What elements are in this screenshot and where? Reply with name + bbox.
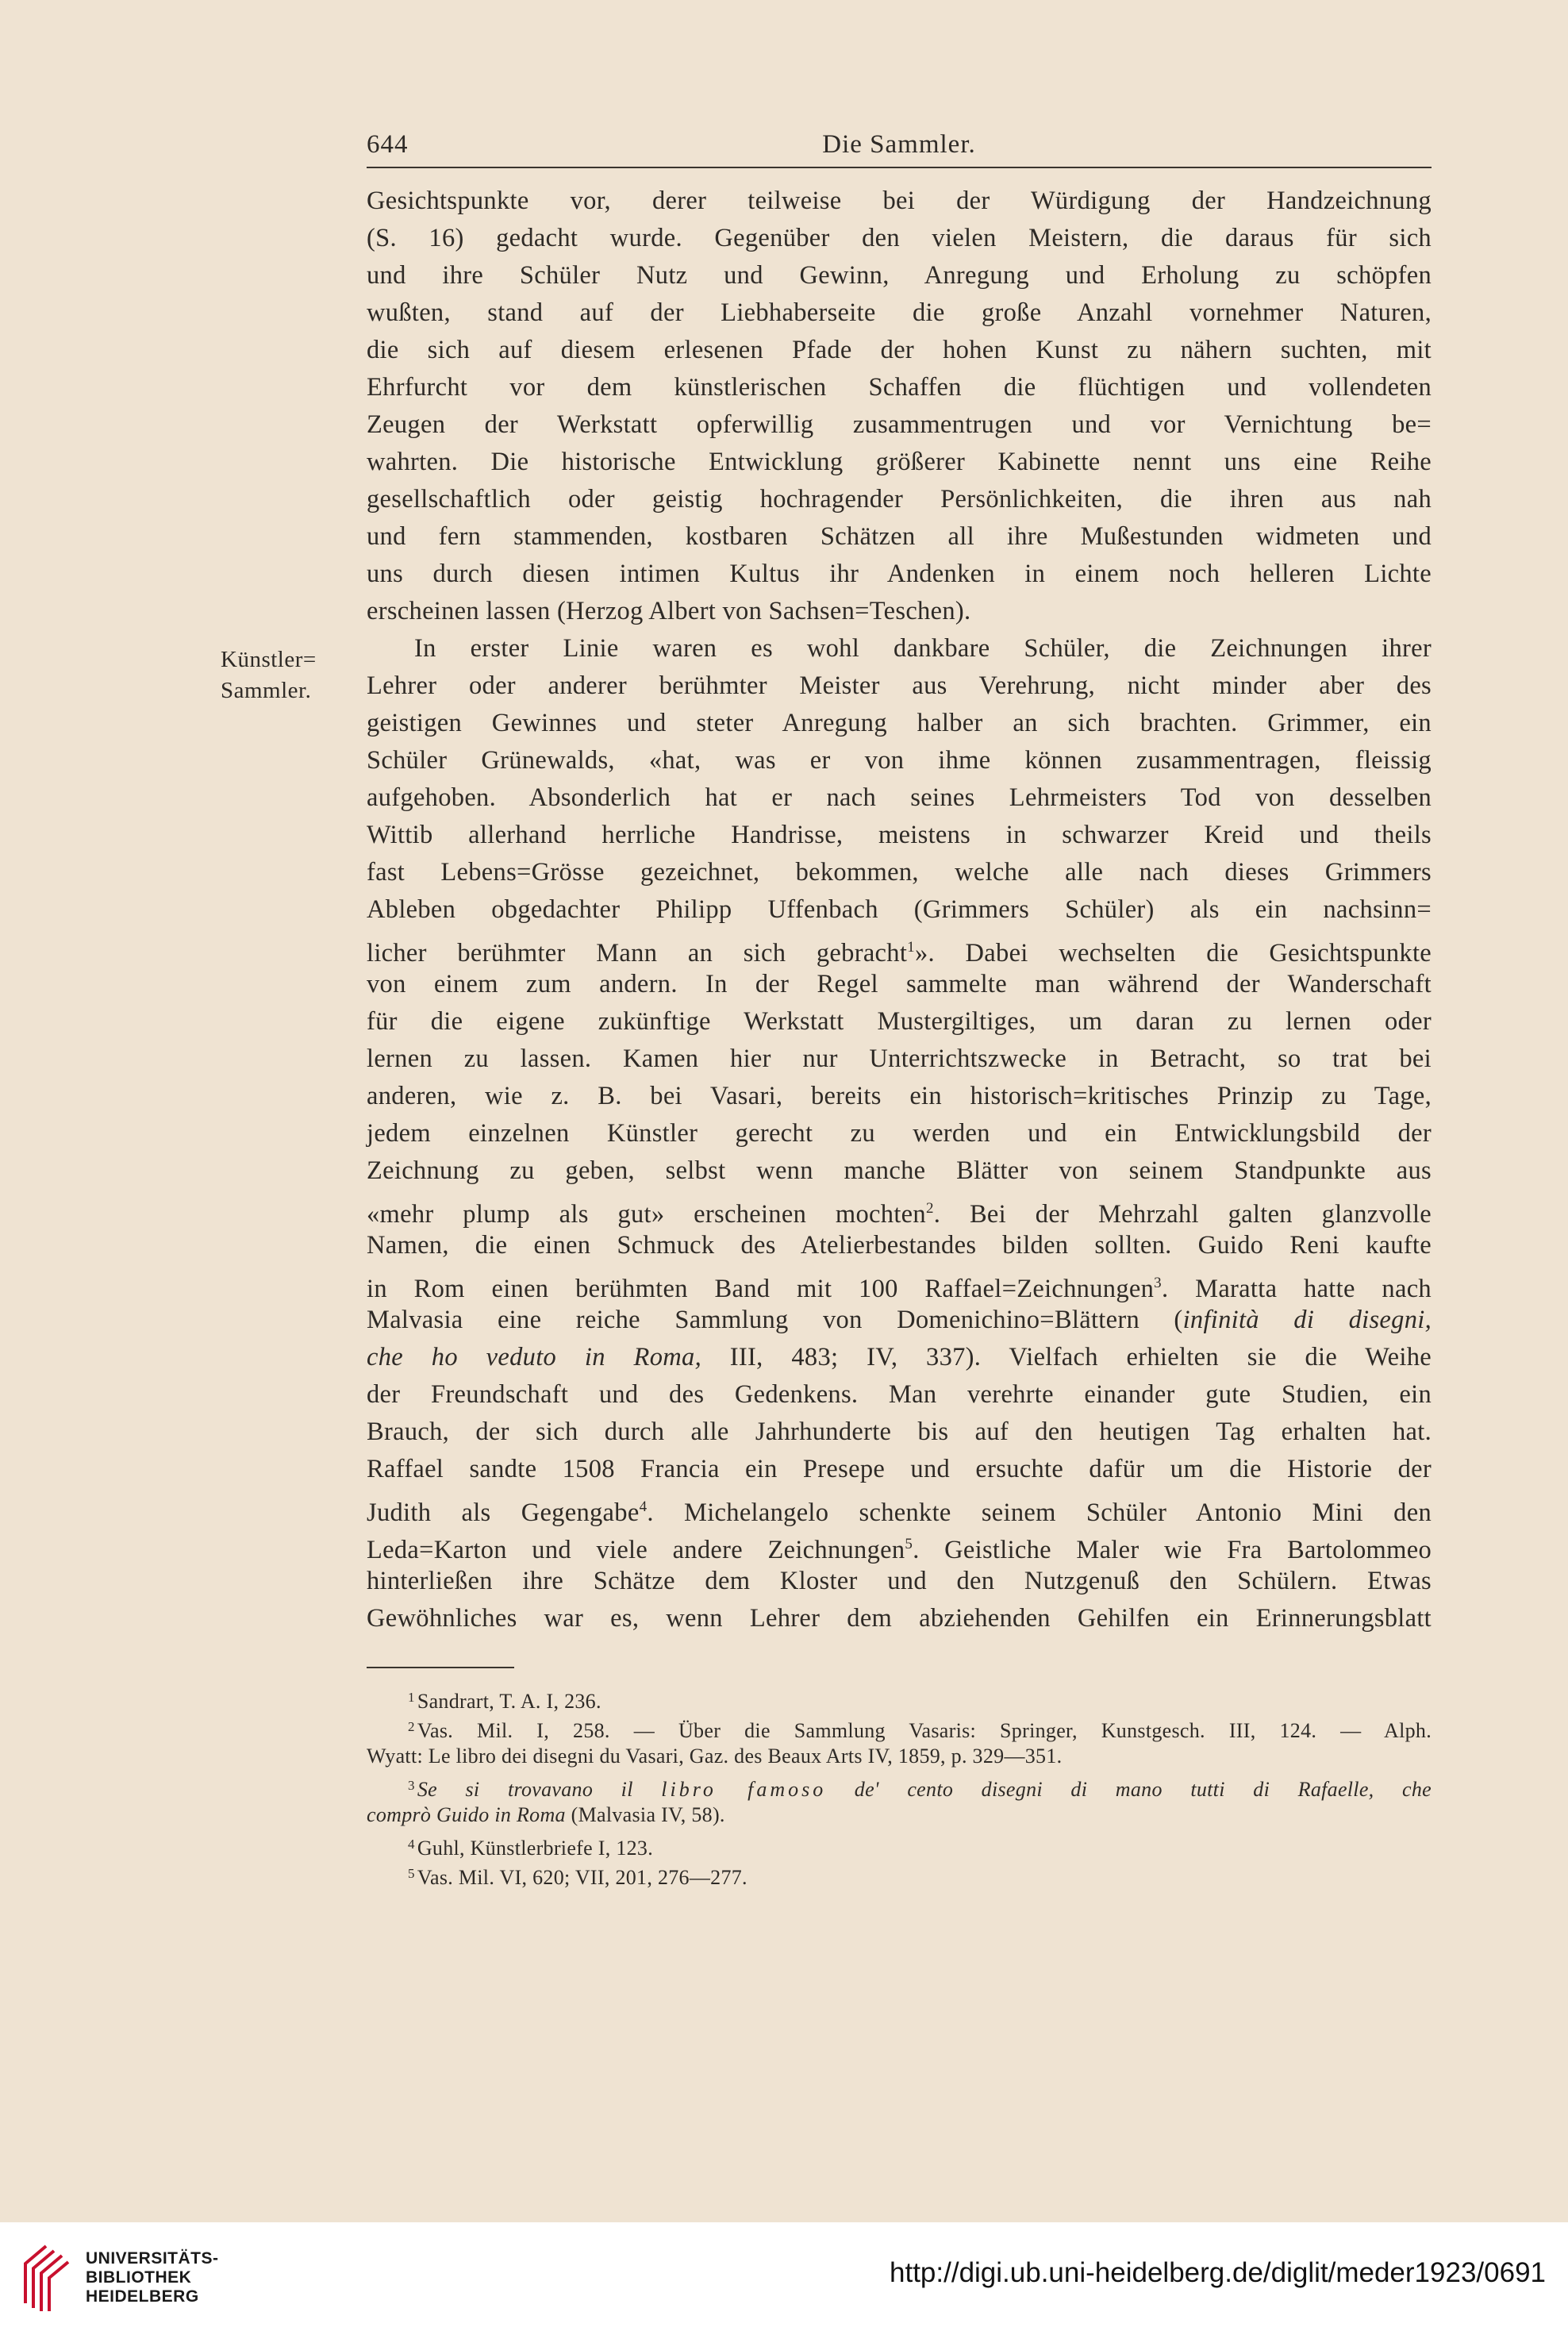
text-line: licher berühmter Mann an sich gebracht$^1$». Dabei wechselten die Gesichtspunkte <box>367 938 1432 967</box>
text-line: Gewöhnliches war es, wenn Lehrer dem abziehenden Gehilfen ein Erinnerungsblatt <box>367 1604 1432 1633</box>
text-line: in Rom einen berühmten Band mit 100 Raffael=Zeichnungen$^3$. Maratta hatte nach <box>367 1274 1432 1303</box>
running-title: Die Sammler. <box>822 130 976 159</box>
text-line: Leda=Karton und viele andere Zeichnungen$^5$. Geistliche Maler wie Fra Bartolommeo <box>367 1535 1432 1564</box>
footnote-continuation: comprò Guido in Roma (Malvasia IV, 58). <box>367 1803 725 1826</box>
page-number: 644 <box>367 130 409 159</box>
footnote: $^2$ Vas. Mil. I, 258. — Über die Sammlung Vasaris: Springer, Kunstgesch. III, 124. — Alph. <box>408 1719 1432 1742</box>
text-line: Ableben obgedachter Philipp Uffenbach (Grimmers Schüler) als ein nachsinn= <box>367 895 1432 924</box>
footnote-divider <box>367 1667 514 1668</box>
text-line: geistigen Gewinnes und steter Anregung halber an sich brachten. Grimmer, ein <box>367 709 1432 737</box>
text-line: Lehrer oder anderer berühmter Meister aus Verehrung, nicht minder aber des <box>367 671 1432 700</box>
digitization-footer <box>0 2222 1568 2335</box>
text-line: Malvasia eine reiche Sammlung von Domenichino=Blättern (infinità di disegni, <box>367 1306 1432 1334</box>
university-library-logo-icon <box>19 2240 71 2313</box>
text-line: Schüler Grünewalds, «hat, was er von ihme können zusammentragen, fleissig <box>367 746 1432 775</box>
text-line: Judith als Gegengabe$^4$. Michelangelo schenkte seinem Schüler Antonio Mini den <box>367 1498 1432 1527</box>
footnote-ref: 5 <box>905 1536 913 1552</box>
text-line: «mehr plump als gut» erscheinen mochten$^2$. Bei der Mehrzahl galten glanzvolle <box>367 1199 1432 1229</box>
text-line: Wittib allerhand herrliche Handrisse, meistens in schwarzer Kreid und theils <box>367 821 1432 849</box>
text-line: hinterließen ihre Schätze dem Kloster und den Nutzgenuß den Schülern. Etwas <box>367 1567 1432 1595</box>
text-line: wahrten. Die historische Entwicklung größerer Kabinette nennt uns eine Reihe <box>367 448 1432 476</box>
margin-note-line: Sammler. <box>221 678 312 703</box>
main-text <box>367 183 1432 1637</box>
footnote-continuation: Wyatt: Le libro dei disegni du Vasari, Gaz. des Beaux Arts IV, 1859, p. 329—351. <box>367 1745 1063 1768</box>
footnote: $^5$ Vas. Mil. VI, 620; VII, 201, 276—277. <box>408 1866 747 1889</box>
footnote-ref: 3 <box>1154 1275 1162 1291</box>
text-line: Brauch, der sich durch alle Jahrhunderte bis auf den heutigen Tag erhalten hat. <box>367 1418 1432 1446</box>
text-line: (S. 16) gedacht wurde. Gegenüber den vielen Meistern, die daraus für sich <box>367 224 1432 252</box>
margin-note-line: Künstler= <box>221 647 317 672</box>
footnote: $^1$ Sandrart, T. A. I, 236. <box>408 1690 601 1713</box>
text-line: aufgehoben. Absonderlich hat er nach seines Lehrmeisters Tod von desselben <box>367 783 1432 812</box>
text-line: und fern stammenden, kostbaren Schätzen all ihre Mußestunden widmeten und <box>367 522 1432 551</box>
text-line: jedem einzelnen Künstler gerecht zu werden und ein Entwicklungsbild der <box>367 1119 1432 1148</box>
footnote-ref: 4 <box>639 1498 648 1515</box>
text-line: gesellschaftlich oder geistig hochragender Persönlichkeiten, die ihren aus nah <box>367 485 1432 514</box>
source-url-link[interactable]: http://digi.ub.uni-heidelberg.de/diglit/meder1923/0691 <box>890 2257 1546 2288</box>
footnote-ref: 1 <box>907 939 915 956</box>
text-line: Namen, die einen Schmuck des Atelierbestandes bilden sollten. Guido Reni kaufte <box>367 1231 1432 1260</box>
text-line: die sich auf diesem erlesenen Pfade der hohen Kunst zu nähern suchten, mit <box>367 336 1432 364</box>
running-head <box>367 127 1432 168</box>
text-line: fast Lebens=Grösse gezeichnet, bekommen, welche alle nach dieses Grimmers <box>367 858 1432 887</box>
text-line: anderen, wie z. B. bei Vasari, bereits ein historisch=kritisches Prinzip zu Tage, <box>367 1082 1432 1110</box>
text-line: Ehrfurcht vor dem künstlerischen Schaffen die flüchtigen und vollendeten <box>367 373 1432 402</box>
text-line: Raffael sandte 1508 Francia ein Presepe und ersuchte dafür um die Historie der <box>367 1455 1432 1483</box>
text-line: che ho veduto in Roma, III, 483; IV, 337). Vielfach erhielten sie die Weihe <box>367 1343 1432 1371</box>
text-line: wußten, stand auf der Liebhaberseite die große Anzahl vornehmer Naturen, <box>367 298 1432 327</box>
text-line: uns durch diesen intimen Kultus ihr Andenken in einem noch helleren Lichte <box>367 560 1432 588</box>
text-line: In erster Linie waren es wohl dankbare Schüler, die Zeichnungen ihrer <box>414 634 1432 663</box>
text-line: von einem zum andern. In der Regel sammelte man während der Wanderschaft <box>367 970 1432 998</box>
footnote-ref: 2 <box>925 1200 934 1217</box>
text-line: Zeichnung zu geben, selbst wenn manche Blätter von seinem Standpunkte aus <box>367 1156 1432 1185</box>
footnotes <box>367 1683 1432 1888</box>
footnote: $^3$ Se si trovavano il libro famoso de' cento disegni di mano tutti di Rafaelle, che <box>408 1778 1432 1801</box>
footnote: $^4$ Guhl, Künstlerbriefe I, 123. <box>408 1837 654 1860</box>
library-name: UNIVERSITÄTS- BIBLIOTHEK HEIDELBERG <box>86 2249 219 2306</box>
text-line: erscheinen lassen (Herzog Albert von Sachsen=Teschen). <box>367 597 971 625</box>
text-line: lernen zu lassen. Kamen hier nur Unterrichtszwecke in Betracht, so trat bei <box>367 1044 1432 1073</box>
text-line: und ihre Schüler Nutz und Gewinn, Anregung und Erholung zu schöpfen <box>367 261 1432 290</box>
text-line: für die eigene zukünftige Werkstatt Mustergiltiges, um daran zu lernen oder <box>367 1007 1432 1036</box>
text-line: Gesichtspunkte vor, derer teilweise bei der Würdigung der Handzeichnung <box>367 187 1432 215</box>
text-line: Zeugen der Werkstatt opferwillig zusammentrugen und vor Vernichtung be= <box>367 410 1432 439</box>
margin-note <box>221 644 348 706</box>
text-line: der Freundschaft und des Gedenkens. Man verehrte einander gute Studien, ein <box>367 1380 1432 1409</box>
